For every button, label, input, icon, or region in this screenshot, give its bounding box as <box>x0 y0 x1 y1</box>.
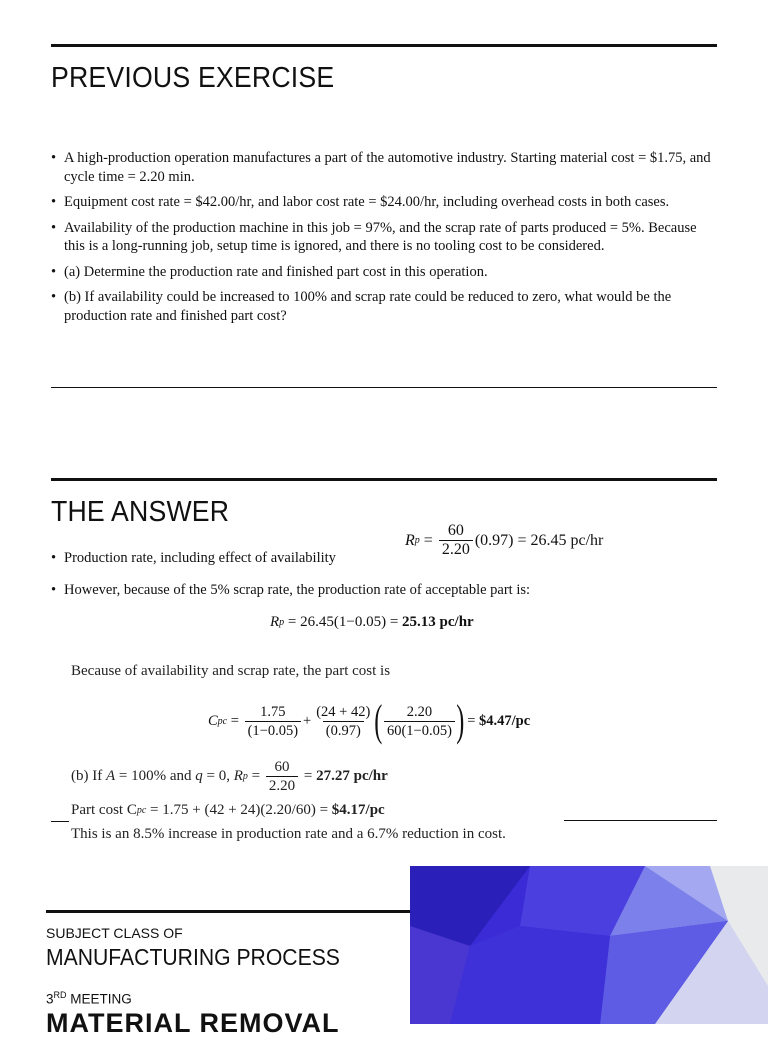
eq-sub: p <box>242 771 248 782</box>
fraction-numerator: 1.75 <box>260 703 286 720</box>
fraction-denominator: 60(1−0.05) <box>384 721 455 740</box>
fraction-denominator: 2.20 <box>439 540 473 559</box>
eq-sub: p <box>414 535 420 546</box>
bullet-item: • However, because of the 5% scrap rate, the production rate of acceptable part is: <box>51 581 731 600</box>
right-paren: ) <box>456 696 465 745</box>
part-cost-equation: C pc = $\frac{1.75}{(1-0.05)}$ + $\frac{(24 + 42)}{(0.97)}$ ( $\frac{2.20}{60(1-0.05)}$ ) = $4.47/pc <box>208 696 531 745</box>
meeting-text: MEETING <box>66 991 132 1007</box>
answer-bullet-list <box>51 549 731 606</box>
fraction-numerator: 2.20 <box>406 703 433 720</box>
section-title-previous-exercise: PREVIOUS EXERCISE <box>51 62 335 94</box>
bullet-item: • (a) Determine the production rate and finished part cost in this operation. <box>51 263 711 282</box>
eq-rest: (0.97) = 26.45 pc/hr <box>474 531 604 549</box>
conclusion-text: This is an 8.5% increase in production rate and a 6.7% reduction in cost. <box>71 826 506 842</box>
fraction-denominator: (0.97) <box>323 721 364 740</box>
meeting-label <box>46 990 132 1007</box>
topic-title: MATERIAL REMOVAL <box>46 1008 340 1038</box>
eq-sub: p <box>279 617 285 628</box>
eq-var: q <box>195 768 203 784</box>
eq-sub: pc <box>217 715 228 727</box>
fraction <box>313 703 373 740</box>
bullet-item: • Equipment cost rate = $42.00/hr, and labor cost rate = $24.00/hr, including overhead costs in both cases. <box>51 193 711 212</box>
eq-var: A <box>105 768 116 784</box>
course-title: MANUFACTURING PROCESS <box>46 944 340 970</box>
section2-bottom-rule <box>564 820 717 821</box>
eq-result: $4.17/pc <box>331 802 385 818</box>
fraction <box>266 758 298 795</box>
production-rate-equation: R p = $\frac{60}{2.20}$ (0.97) = 26.45 pc/hr <box>405 522 604 558</box>
bullet-item: • Availability of the production machine in this job = 97%, and the scrap rate of parts produced = 5%. Because this is a long-running job, setup time is ignored, and there is no tooling cost to be considered. <box>51 219 711 256</box>
fraction <box>384 703 455 740</box>
eq-result: 27.27 pc/hr <box>316 768 388 784</box>
fraction-numerator: 60 <box>447 522 464 539</box>
fraction-numerator: (24 + 42) <box>316 703 371 720</box>
part-b-a-value: = 100% and <box>115 768 196 784</box>
eq-var: R <box>233 768 243 784</box>
meeting-ordinal: RD <box>53 990 67 1000</box>
fraction-denominator: (1−0.05) <box>245 721 301 740</box>
section1-bottom-rule <box>51 387 717 388</box>
cost-intro-text: Because of availability and scrap rate, the part cost is <box>71 663 391 679</box>
subject-label: SUBJECT CLASS OF <box>46 925 183 941</box>
eq-result: $4.47/pc <box>479 712 531 729</box>
top-rule <box>51 44 717 47</box>
eq-var: R <box>270 614 280 630</box>
bullet-item: • Production rate, including effect of availability <box>51 549 731 568</box>
part-cost-left-rule <box>51 821 69 822</box>
part-cost-expr: = 1.75 + (42 + 24)(2.20/60) = <box>146 802 332 818</box>
part-b-prefix: (b) If <box>71 768 106 784</box>
section-title-the-answer: THE ANSWER <box>51 496 230 528</box>
fraction <box>245 703 301 740</box>
fraction-numerator: 60 <box>274 759 290 775</box>
part-b-q-value: = 0, <box>202 768 234 784</box>
part-cost-prefix: Part cost C <box>71 802 137 818</box>
part-b-equation: (b) If A = 100% and q = 0, R p = $\frac{60}{2.20}$ = 27.27 pc/hr <box>71 759 388 794</box>
bullet-item: • (b) If availability could be increased to 100% and scrap rate could be reduced to zero, what would be the production rate and finished part cost? <box>51 288 711 325</box>
eq-sub: pc <box>136 805 147 816</box>
footer-rule <box>46 910 410 913</box>
eq-expr: = 26.45(1−0.05) = <box>284 614 403 630</box>
decorative-geometric-art <box>410 866 768 1024</box>
acceptable-rate-equation <box>270 614 474 631</box>
eq-result: 25.13 pc/hr <box>402 614 474 630</box>
fraction-denominator: 2.20 <box>266 776 298 795</box>
eq-var: R <box>405 531 415 549</box>
exercise-bullet-list <box>51 149 711 332</box>
bullet-item: • A high-production operation manufactures a part of the automotive industry. Starting material cost = $1.75, and cycle time = 2.20 min. <box>51 149 711 186</box>
eq-var: C <box>208 712 218 729</box>
geometric-shapes-graphic <box>410 866 768 1024</box>
meeting-number: 3 <box>46 991 54 1007</box>
section2-top-rule <box>51 478 717 481</box>
left-paren: ( <box>374 696 383 745</box>
part-cost-b-equation <box>71 802 385 819</box>
